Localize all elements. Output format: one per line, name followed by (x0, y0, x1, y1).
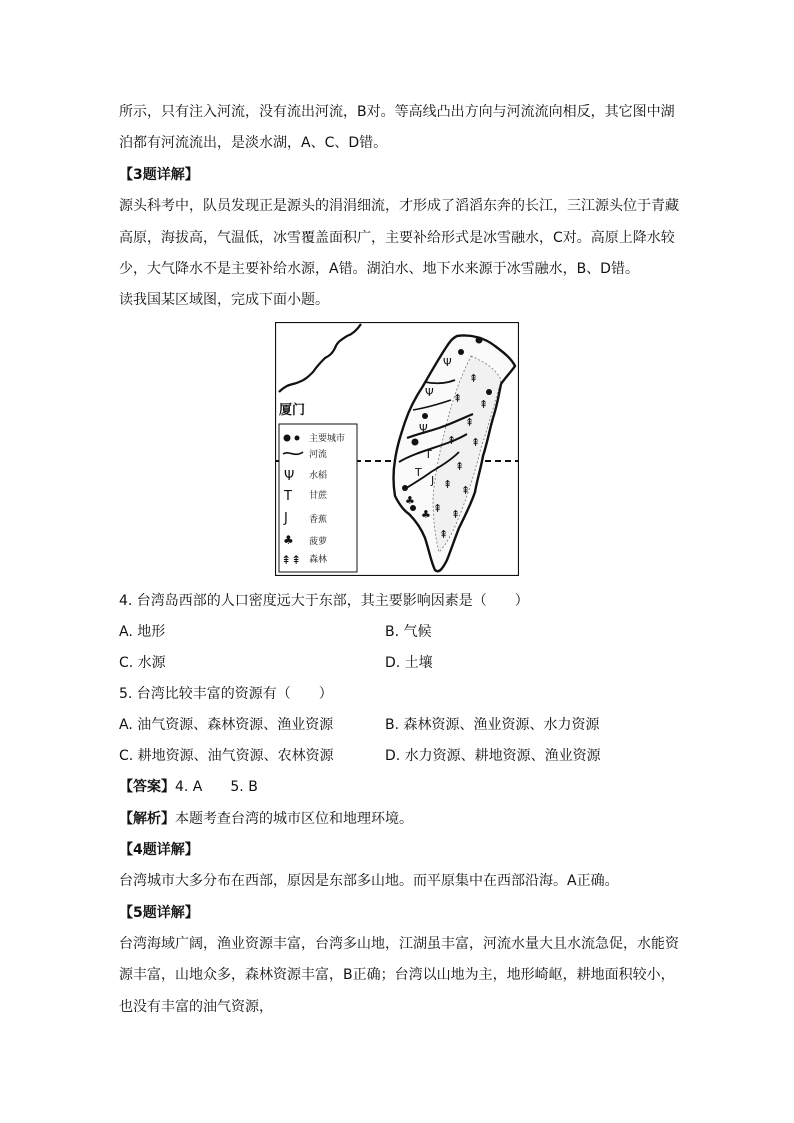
legend-rice-label: 水稻 (309, 470, 328, 480)
legend-sugarcane-icon: T (284, 489, 292, 504)
taiwan-region-map (275, 322, 519, 576)
legend-sugarcane-label: 甘蔗 (309, 490, 328, 500)
analysis-label: 【解析】 (119, 811, 175, 827)
forest-icon: ⇞ (461, 484, 471, 497)
city-dot (486, 389, 492, 395)
question-intro: 读我国某区域图，完成下面小题。 (119, 292, 329, 308)
legend-rice-icon: Ψ (284, 469, 295, 484)
city-dot (458, 349, 464, 355)
forest-icon: ⇞ (479, 398, 489, 411)
legend-city-icon (284, 435, 291, 442)
city-dot (412, 439, 419, 446)
paragraph-line: 少，大气降水不是主要补给水源，A错。湖泊水、地下水来源于冰雪融水，B、D错。 (119, 261, 639, 277)
sugarcane-icon: T (415, 466, 422, 479)
city-dot (402, 485, 408, 491)
city-dot (476, 337, 483, 344)
option-a[interactable]: A. 地形 (119, 624, 166, 640)
pineapple-icon: ♣ (421, 508, 431, 521)
forest-icon: ⇞ (443, 478, 453, 491)
forest-icon: ⇞ (453, 392, 463, 405)
legend-banana-icon: J (284, 511, 288, 526)
analysis-line (119, 809, 413, 829)
paragraph-line: 泊都有河流流出，是淡水湖，A、C、D错。 (119, 135, 388, 151)
city-dot (422, 413, 428, 419)
pineapple-icon: ♣ (405, 494, 415, 507)
option-b[interactable]: B. 气候 (385, 624, 432, 640)
legend-pineapple-label: 菠萝 (309, 536, 328, 546)
forest-icon: ⇞ (433, 502, 443, 515)
legend-banana-label: 香蕉 (309, 514, 328, 524)
forest-icon: ⇞ (469, 372, 479, 385)
forest-icon: ⇞ (471, 436, 481, 449)
section-header-q5: 【5题详解】 (119, 905, 199, 921)
paragraph-line: 高原，海拔高，气温低，冰雪覆盖面积广，主要补给形式是冰雪融水，C对。高原上降水较 (119, 230, 675, 246)
section-header-q4: 【4题详解】 (119, 842, 199, 858)
place-label-xiamen: 厦门 (279, 402, 306, 417)
sugarcane-icon: T (425, 448, 432, 461)
option-a[interactable]: A. 油气资源、森林资源、渔业资源 (119, 717, 334, 733)
forest-icon: ⇞ (455, 460, 465, 473)
legend-river-label: 河流 (309, 449, 328, 459)
paragraph-line: 源头科考中，队员发现正是源头的涓涓细流，才形成了滔滔东奔的长江，三江源头位于青藏 (119, 198, 679, 214)
paragraph-line: 台湾城市大多分布在西部，原因是东部多山地。而平原集中在西部沿海。A正确。 (119, 873, 619, 889)
question-5-stem: 5. 台湾比较丰富的资源有（ ） (119, 686, 333, 702)
rice-icon: Ψ (443, 356, 452, 369)
answer-text: 4. A 5. B (175, 779, 258, 795)
rice-icon: Ψ (419, 422, 428, 435)
forest-icon: ⇞ (451, 508, 461, 521)
paragraph-line: 所示，只有注入河流，没有流出河流，B对。等高线凸出方向与河流流向相反，其它图中湖 (119, 104, 675, 120)
option-c[interactable]: C. 水源 (119, 655, 166, 671)
analysis-text: 本题考查台湾的城市区位和地理环境。 (175, 811, 413, 827)
legend-pineapple-icon: ♣ (283, 533, 294, 547)
section-header-q3: 【3题详解】 (119, 167, 199, 183)
paragraph-line: 也没有丰富的油气资源， (119, 999, 273, 1015)
forest-icon: ⇞ (439, 528, 449, 541)
paragraph-line: 台湾海域广阔，渔业资源丰富，台湾多山地，江湖虽丰富，河流水量大且水流急促，水能资 (119, 936, 679, 952)
legend-forest-label: 森林 (309, 554, 328, 564)
forest-icon: ⇞ (447, 434, 457, 447)
option-b[interactable]: B. 森林资源、渔业资源、水力资源 (385, 717, 600, 733)
paragraph-line: 源丰富，山地众多，森林资源丰富，B正确；台湾以山地为主，地形崎岖，耕地面积较小， (119, 967, 675, 983)
forest-icon: ⇞ (465, 416, 475, 429)
legend-city-label: 主要城市 (309, 433, 346, 443)
legend-forest-icon: ⇞⇞ (281, 553, 302, 567)
option-c[interactable]: C. 耕地资源、油气资源、农林资源 (119, 748, 334, 764)
question-4-stem: 4. 台湾岛西部的人口密度远大于东部，其主要影响因素是（ ） (119, 593, 529, 609)
option-d[interactable]: D. 水力资源、耕地资源、渔业资源 (385, 748, 601, 764)
answer-line (119, 777, 258, 797)
rice-icon: Ψ (425, 386, 434, 399)
answer-label: 【答案】 (119, 779, 175, 795)
banana-icon: J (431, 474, 435, 487)
option-d[interactable]: D. 土壤 (385, 655, 433, 671)
